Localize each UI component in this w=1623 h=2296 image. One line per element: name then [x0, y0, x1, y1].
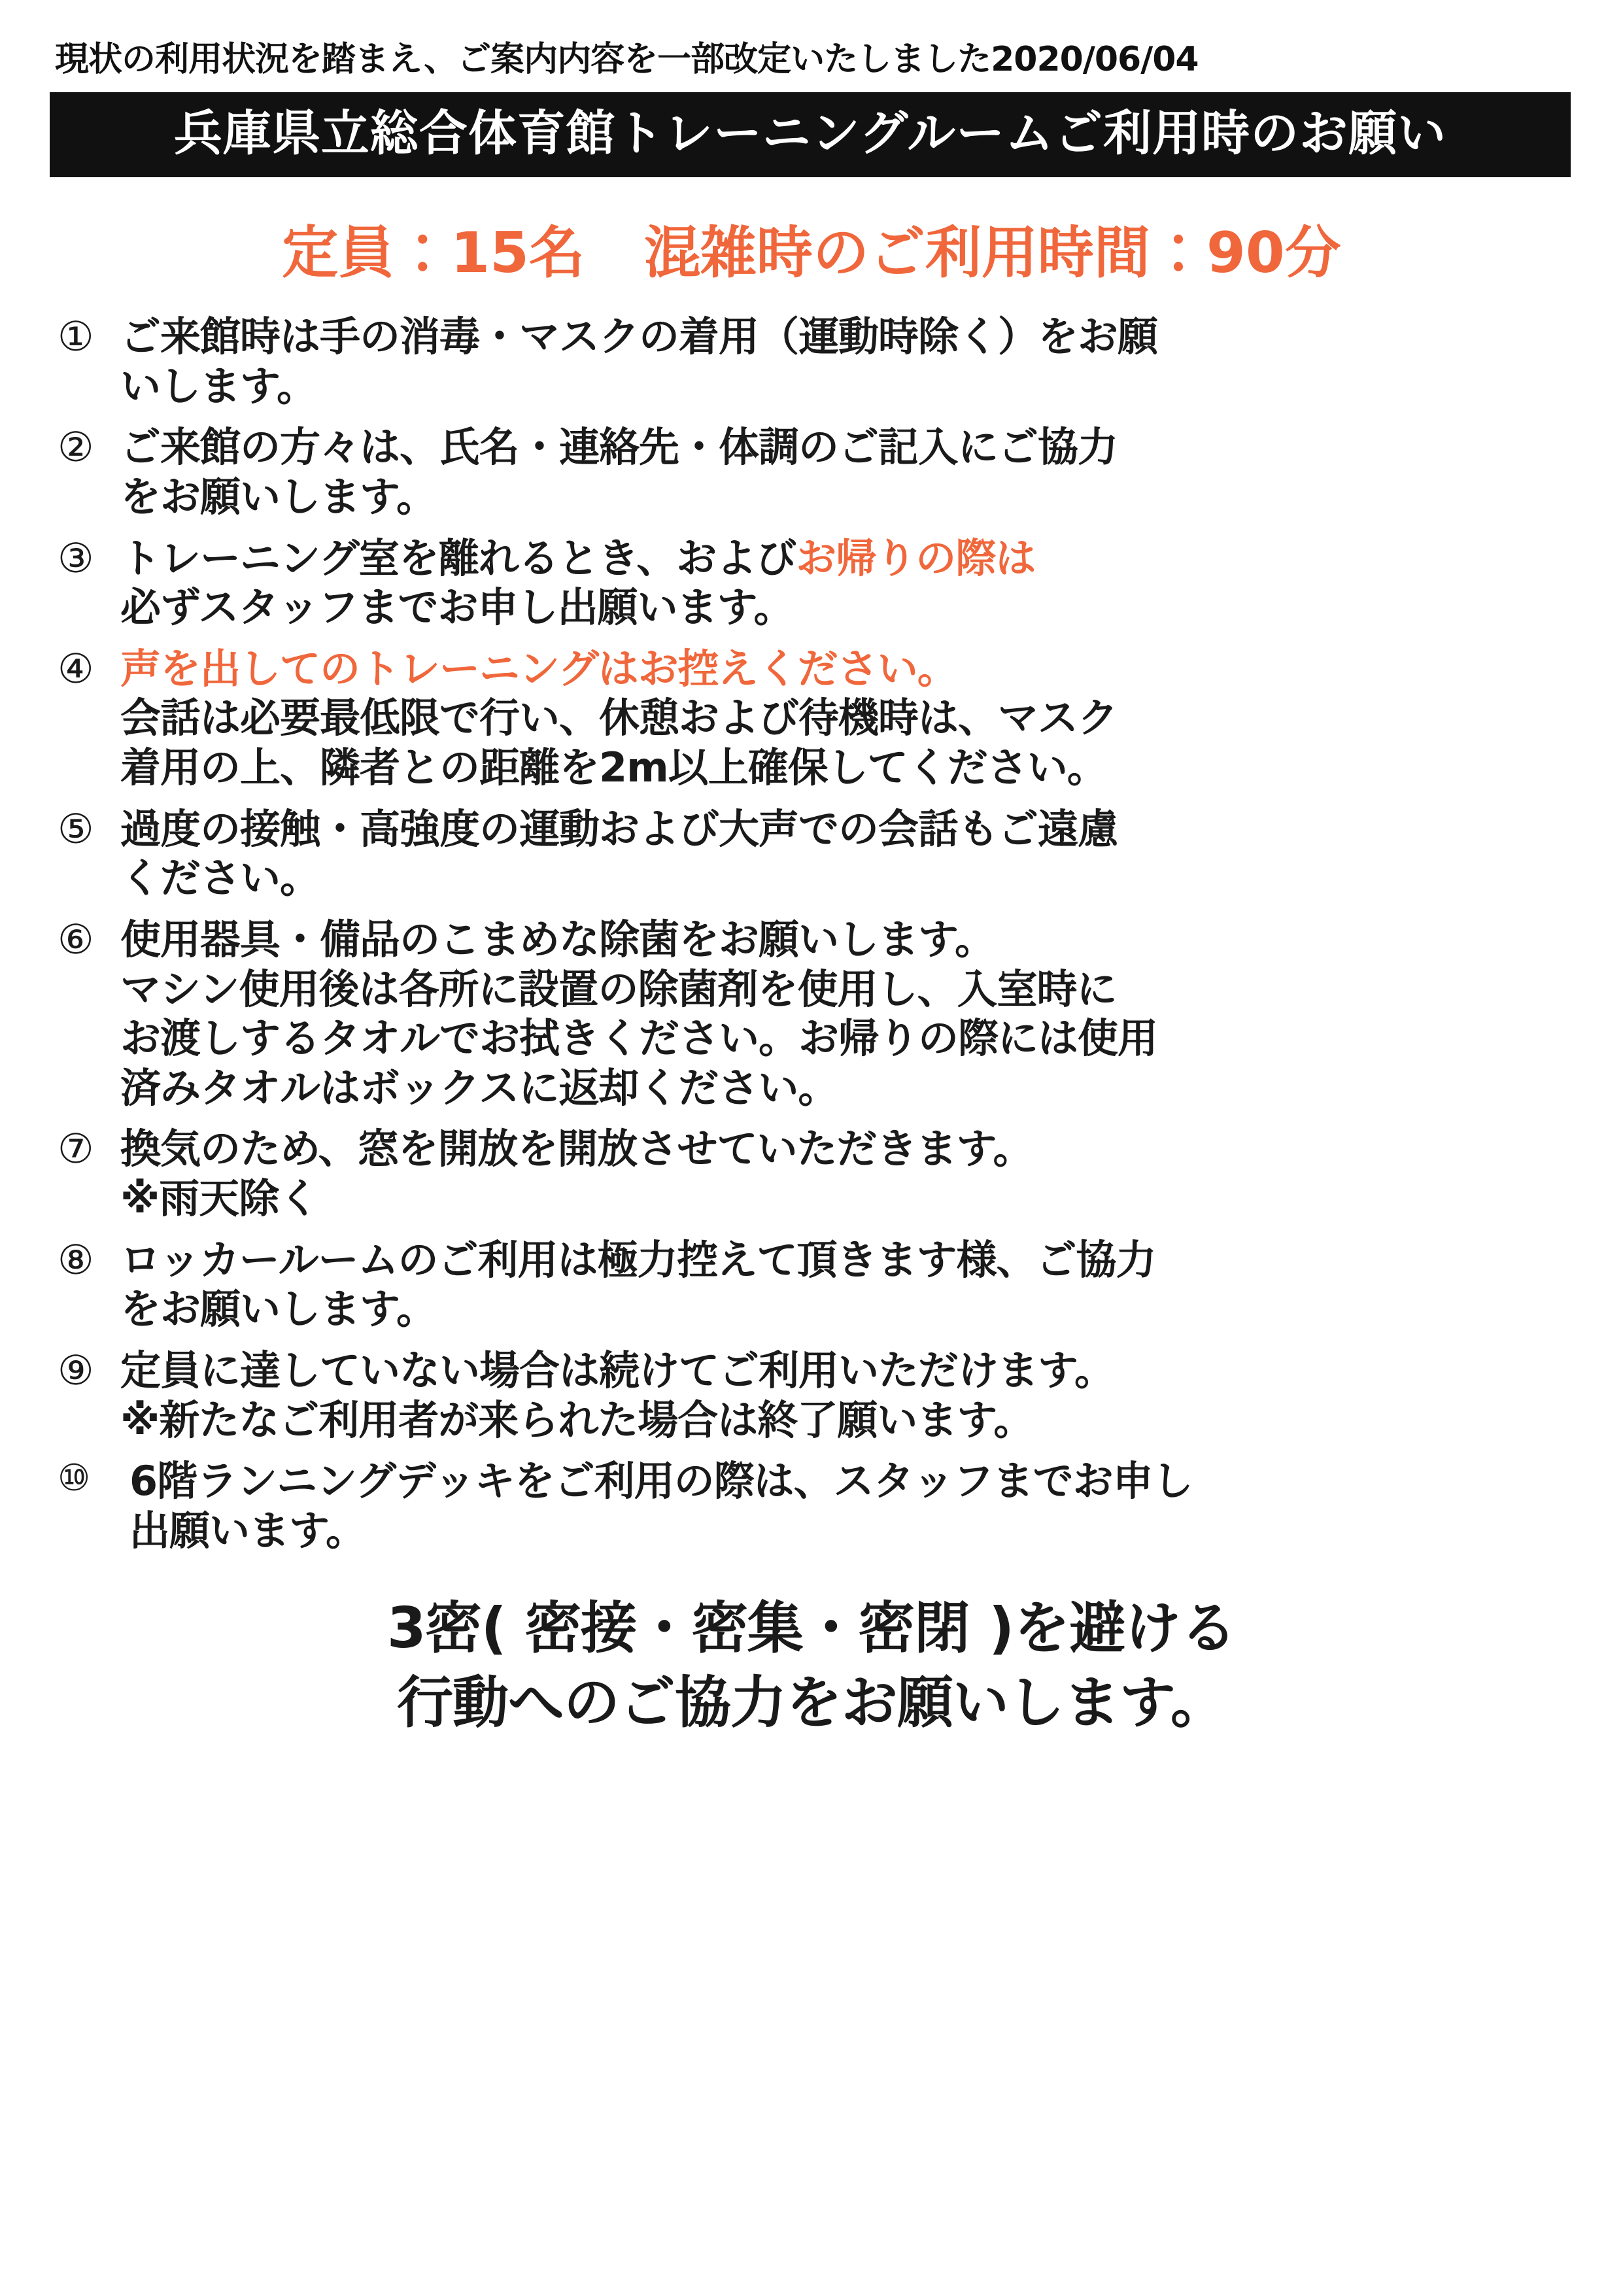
- list-item: [58, 534, 1562, 632]
- rule-line: ください。: [120, 854, 320, 902]
- rule-line: いします。: [120, 362, 317, 410]
- rule-number: ⑦: [58, 1125, 94, 1173]
- list-item: [58, 1346, 1562, 1445]
- rule-text: [120, 804, 1562, 903]
- revision-note: 現状の利用状況を踏まえ、ご案内内容を一部改定いたしました2020/06/04: [55, 40, 1199, 79]
- rule-text: [120, 915, 1562, 1113]
- rule-line: お渡しするタオルでお拭きください。お帰りの際には使用: [120, 1014, 1158, 1063]
- rule-line: ロッカールームのご利用は極力控えて頂きます様、ご協力: [120, 1235, 1156, 1284]
- rule-line-highlight: 声を出してのトレーニングはお控えください。: [120, 644, 957, 693]
- capacity-row: [46, 207, 1577, 288]
- list-item: [58, 804, 1562, 903]
- rule-line: 済みタオルはボックスに返却ください。: [120, 1063, 838, 1112]
- list-item: [58, 422, 1562, 521]
- rule-text: [120, 534, 1562, 632]
- closing-message: [46, 1592, 1577, 1740]
- rule-line: [120, 534, 1562, 583]
- rule-line: ご来館の方々は、氏名・連絡先・体調のご記入にご協力: [120, 423, 1118, 471]
- rule-text: [120, 1124, 1562, 1223]
- rule-text: [120, 422, 1562, 521]
- list-item: [58, 1124, 1562, 1223]
- closing-line-1: 3密( 密接・密集・密閉 )を避ける: [386, 1596, 1237, 1662]
- rule-number: ③: [58, 534, 94, 582]
- rule-number: ⑨: [58, 1346, 94, 1394]
- rule-number: ⑥: [58, 915, 94, 963]
- rule-line: 過度の接触・高強度の運動および大声での会話もご遠慮: [120, 804, 1118, 853]
- rule-line: 着用の上、隣者との距離を2m以上確保してください。: [120, 744, 1107, 791]
- rules-list: [46, 312, 1577, 1555]
- rule-text: [120, 312, 1562, 411]
- rule-line: をお願いします。: [120, 472, 437, 521]
- rule-line: 出願います。: [129, 1506, 366, 1554]
- rule-line-plain: トレーニング室を離れるとき、および: [120, 534, 796, 582]
- closing-line-2: 行動へのご協力をお願いします。: [396, 1670, 1227, 1736]
- rule-line: 使用器具・備品のこまめな除菌をお願いします。: [120, 915, 995, 963]
- rule-number: ②: [58, 423, 94, 471]
- list-item: [58, 644, 1562, 793]
- list-item: [58, 312, 1562, 411]
- rule-number: ④: [58, 644, 94, 693]
- rule-line-highlight: お帰りの際は: [796, 534, 1036, 582]
- rule-number: ①: [58, 313, 94, 360]
- rule-line: ※雨天除く: [120, 1174, 319, 1222]
- rule-line: 6階ランニングデッキをご利用の際は、スタッフまでお申し: [129, 1457, 1193, 1505]
- rule-line: 換気のため、窓を開放を開放させていただきます。: [120, 1125, 1033, 1173]
- rule-line: をお願いします。: [120, 1285, 437, 1333]
- rule-line: 必ずスタッフまでお申し出願います。: [120, 583, 794, 632]
- rule-line: 定員に達していない場合は続けてご利用いただけます。: [120, 1346, 1115, 1394]
- capacity-limit: 定員：15名: [282, 220, 585, 286]
- list-item: [58, 915, 1562, 1113]
- rule-number: ⑧: [58, 1235, 94, 1284]
- rule-number: ⑤: [58, 804, 94, 853]
- rule-line: ご来館時は手の消毒・マスクの着用（運動時除く）をお願: [120, 313, 1158, 360]
- rule-text: [120, 1346, 1562, 1445]
- rule-text: [120, 644, 1562, 793]
- poster-title: 兵庫県立総合体育館トレーニングルームご利用時のお願い: [50, 92, 1571, 177]
- rule-line: ※新たなご利用者が来られた場合は終了願います。: [120, 1396, 1034, 1444]
- list-item: [58, 1235, 1562, 1334]
- list-item: [58, 1456, 1562, 1555]
- rule-line: 会話は必要最低限で行い、休憩および待機時は、マスク: [120, 694, 1118, 742]
- rule-text: [129, 1456, 1562, 1555]
- capacity-time: 混雑時のご利用時間：90分: [644, 220, 1341, 286]
- rule-text: [120, 1235, 1562, 1334]
- rule-line: マシン使用後は各所に設置の除菌剤を使用し、入室時に: [120, 965, 1117, 1013]
- rule-number: ⑩: [58, 1457, 91, 1500]
